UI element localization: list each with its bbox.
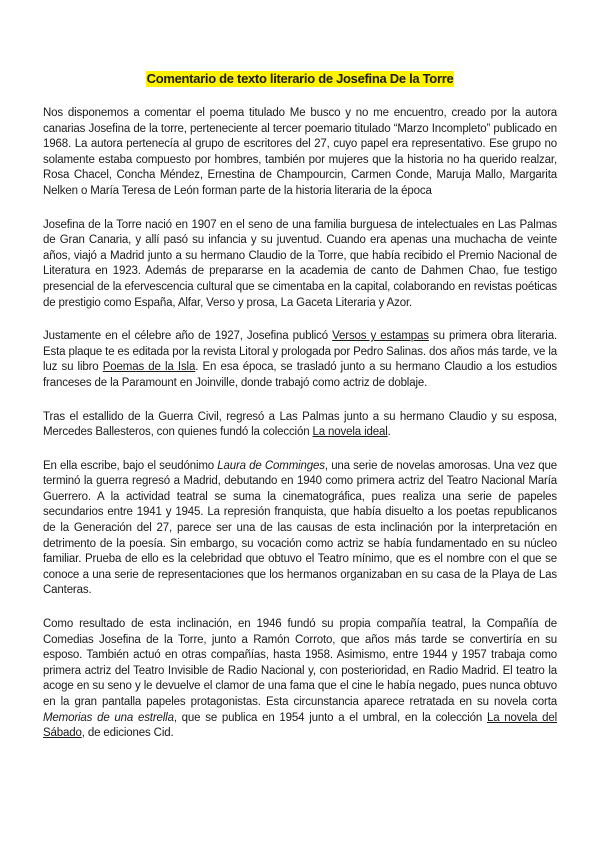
paragraph-1: Nos disponemos a comentar el poema titulado Me busco y no me encuentro, creado por la autora canarias Josefina de la torre, perteneciente al tercer poemario titulado “Marzo Incompleto” publicado en 1968. La autora pertenecía al grupo de escritores del 27, cuyo papel era representativo. Ese grupo no solamente estaba compuesto por hombres, también por mujeres que la historia no ha querido realzar, Rosa Chacel, Concha Méndez, Ernestina de Champourcin, Carmen Conde, Maruja Mallo, Margarita Nelken o María Teresa de León forman parte de la historia literaria de la época bbox=[43, 107, 557, 197]
paragraph-4 bbox=[43, 410, 557, 441]
la-novela-ideal-link[interactable]: La novela ideal bbox=[312, 426, 388, 439]
pseudonym-italic: Laura de Comminges bbox=[217, 459, 325, 472]
paragraph-3 bbox=[43, 329, 557, 391]
paragraph-2: Josefina de la Torre nació en 1907 en el seno de una familia burguesa de intelectuales en Las Palmas de Gran Canaria, y allí pasó su infancia y su juventud. Cuando era apenas una muchacha de veinte años, viajó a Madrid junto a su hermano Claudio de la Torre, que había recibido el Premio Nacional de Literatura en 1923. Además de prepararse en la academia de canto de Dahmen Chao, fue testigo presencial de la efervescencia cultural que se cimentaba en la capital, colaborando en revistas poéticas de prestigio como España, Alfar, Verso y prosa, La Gaceta Literaria y Azor. bbox=[43, 218, 557, 309]
novel-title-italic: Memorias de una estrella bbox=[43, 711, 174, 724]
paragraph-4-text-a: Tras el estallido de la Guerra Civil, regresó a Las Palmas junto a su hermano Claudio y su esposa, Mercedes Ballesteros, con quienes fundó la colección bbox=[43, 410, 557, 439]
poemas-de-la-isla-link[interactable]: Poemas de la Isla bbox=[102, 361, 196, 374]
paragraph-5-text-b: , una serie de novelas amorosas. Una vez que terminó la guerra regresó a Madrid, debutando en 1940 como primera actriz del Teatro Nacional María Guerrero. A la actividad teatral se suma la cinematográfica, pues realiza una serie de papeles secundarios entre 1941 y 1945. La represión franquista, que había disuelto a los poetas republicanos de la Generación del 27, parece ser una de las causas de esta inclinación por la interpretación en detrimento de la poesía. Sin embargo, su vocación como actriz se había fundamentado en su núcleo familiar. Prueba de ello es la celebridad que obtuvo el Teatro mínimo, que es el nombre con el que se conoce a una serie de representaciones que los hermanos organizaban en su casa de la Playa de Las Canteras. bbox=[43, 459, 558, 597]
paragraph-5-text-a: En ella escribe, bajo el seudónimo bbox=[43, 459, 218, 472]
paragraph-3-text-a: Justamente en el célebre año de 1927, Josefina publicó bbox=[43, 330, 333, 343]
document-body bbox=[43, 106, 557, 760]
paragraph-6 bbox=[43, 617, 557, 742]
paragraph-6-text-c: , de ediciones Cid. bbox=[81, 727, 174, 740]
document-title: Comentario de texto literario de Josefina De la Torre bbox=[146, 71, 454, 86]
paragraph-6-text-b: , que se publica en 1954 junto a el umbral, en la colección bbox=[173, 711, 487, 724]
paragraph-5 bbox=[43, 459, 557, 599]
title-wrapper bbox=[0, 70, 600, 88]
paragraph-6-text-a: Como resultado de esta inclinación, en 1946 fundó su propia compañía teatral, la Compañía de Comedias Josefina de la Torre, junto a Ramón Corroto, que años más tarde se convertiría en su esposo. También actuó en otras compañías, hasta 1958. Asimismo, entre 1944 y 1957 trabaja como primera actriz del Teatro Invisible de Radio Nacional y, con posterioridad, en Radio Madrid. El teatro la acoge en su seno y le devuelve el clamor de una fama que el cine le había negado, pues nunca obtuvo en la gran pantalla papeles protagonistas. Esta circunstancia aparece retratada en su novela corta bbox=[43, 618, 557, 708]
la-novela-del-sabado-link[interactable]: La novela del Sábado bbox=[43, 711, 557, 740]
paragraph-3-text-c: . En esa época, se trasladó junto a su hermano Claudio a los estudios franceses de la Paramount en Joinville, donde trabajó como actriz de doblaje. bbox=[43, 361, 557, 389]
paragraph-3-text-b: su primera obra literaria. Esta plaque te es editada por la revista Litoral y prologada por Pedro Salinas. dos años más tarde, ve la luz su libro bbox=[43, 330, 557, 374]
versos-y-estampas-link[interactable]: Versos y estampas bbox=[332, 330, 429, 343]
paragraph-4-text-b: . bbox=[387, 426, 391, 439]
